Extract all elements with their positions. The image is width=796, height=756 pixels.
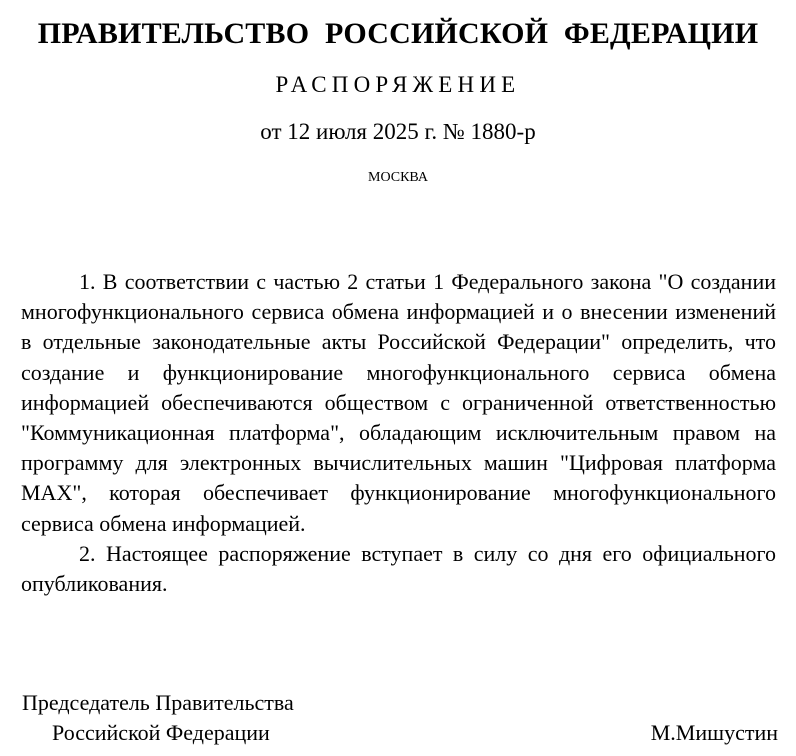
signatory-position-line1: Председатель Правительства — [22, 690, 294, 715]
document-type: РАСПОРЯЖЕНИЕ — [275, 72, 521, 97]
government-title: ПРАВИТЕЛЬСТВО РОССИЙСКОЙ ФЕДЕРАЦИИ — [37, 17, 759, 50]
signatory-position-line2: Российской Федерации — [52, 720, 270, 745]
signatory-position — [22, 688, 294, 748]
signatory-name: М.Мишустин — [650, 720, 778, 745]
document-body — [21, 267, 776, 599]
document-date-number: от 12 июля 2025 г. № 1880-р — [260, 119, 536, 144]
paragraph-2: 2. Настоящее распоряжение вступает в силу со дня его официального опубликования. — [21, 540, 776, 597]
paragraph-1: 1. В соответствии с частью 2 статьи 1 Федерального закона "О создании многофункционального сервиса обмена информацией и о внесении изменений в отдельные законодательные акты Российской Федерации" определить, что создание и функционирование многофункционального сервиса обмена информацией обеспечиваются обществом с ограниченной ответственностью "Коммуникационная платформа", обладающим исключительным правом на программу для электронных вычислительных машин "Цифровая платформа MAX", которая обеспечивает функционирование многофункционального сервиса обмена информацией. — [21, 269, 776, 536]
document-city: МОСКВА — [368, 170, 428, 185]
